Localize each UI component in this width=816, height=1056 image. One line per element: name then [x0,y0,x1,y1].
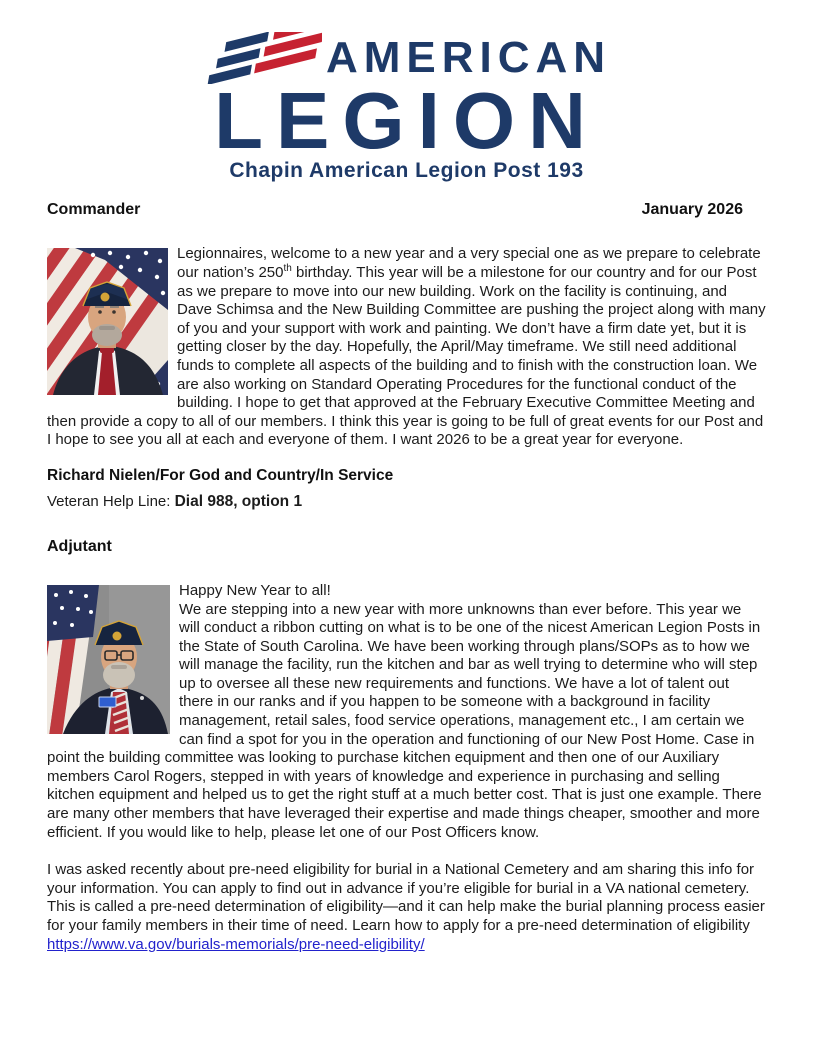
help-line-number: Dial 988, option 1 [174,492,303,510]
post-subtitle: Chapin American Legion Post 193 [229,159,584,183]
ordinal-superscript: th [283,262,292,274]
va-eligibility-link[interactable]: https://www.va.gov/burials-memorials/pre-need-eligibility/ [47,935,425,953]
pre-need-text: I was asked recently about pre-need eligibility for burial in a National Cemetery and am sharing this info for your information. You can apply to find out in advance if you’re eligible for burial in a VA national cemetery. This is called a pre-need determination of eligibility—and it can help make the burial planning process easier for your family members in their time of need. Learn how to apply for a pre-need determination of eligibility [47,861,765,935]
help-line-label: Veteran Help Line: [47,492,175,510]
adjutant-heading: Adjutant [47,537,112,555]
commander-paragraph-rest: birthday. This year will be a milestone for our country and for our Post as we prepare to move into our new building. Work on the facility is continuing, and Dave Schimsa and the New Building Committee are pushing the project along with many of you and your support with work and painting. We don’t have a firm date yet, but it is getting closer by the day. Hopefully, the April/May timeframe. We still need additional funds to complete all aspects of the building and to finish with the construction loan. We are also working on Standard Operating Procedures for the functional conduct of the building. I hope to get that approved at the February Executive Committee Meeting and then provide a copy to all of our members. I think this year is going to be full of great events for our Post and I hope to see you all at each and everyone of them. I want 2026 to be a great year for everyone. [47,263,766,449]
commander-photo [47,248,168,395]
pre-need-paragraph [47,861,766,954]
commander-header-row [47,201,766,219]
adjutant-message [47,582,766,842]
logo-legion-text: LEGION [214,76,599,165]
adjutant-photo [47,585,170,734]
veteran-help-line [47,493,766,511]
issue-date: January 2026 [641,201,743,219]
logo-american-text: AMERICAN [325,33,612,82]
adjutant-paragraph: We are stepping into a new year with more unknowns than ever before. This year we will conduct a ribbon cutting on what is to be one of the nicest American Legion Posts in the State of South Carolina. We have been working through plans/SOPs as to how we will manage the facility, run the kitchen and bar as well trying to determine who will step up to oversee all these new requirements and functions. We have a lot of talent out there in our ranks and if you happen to be someone with a background in facility management, retail sales, food service operations, management etc., I am certain we can find a spot for you in the operation and functioning of our New Post Home. Case in point the building committee was looking to purchase kitchen equipment and then one of our Auxiliary members Carol Rogers, stepped in with years of knowledge and experience in purchasing and selling kitchen equipment and helped us to get the right stuff at a much better cost. That is just one example. There are many other members that have leveraged their expertise and made things cheaper, smoother and more efficient. If you would like to help, please let one of our Post Officers know. [47,600,762,841]
commander-signature: Richard Nielen/For God and Country/In Service [47,466,394,484]
american-legion-logo [47,30,766,183]
adjutant-greeting: Happy New Year to all! [179,581,331,599]
commander-heading: Commander [47,201,141,219]
commander-paragraph-start: Legionnaires, welcome to a new year and a very special one as we prepare to celebrate our nation’s 250 [177,245,761,281]
commander-message [47,245,766,450]
